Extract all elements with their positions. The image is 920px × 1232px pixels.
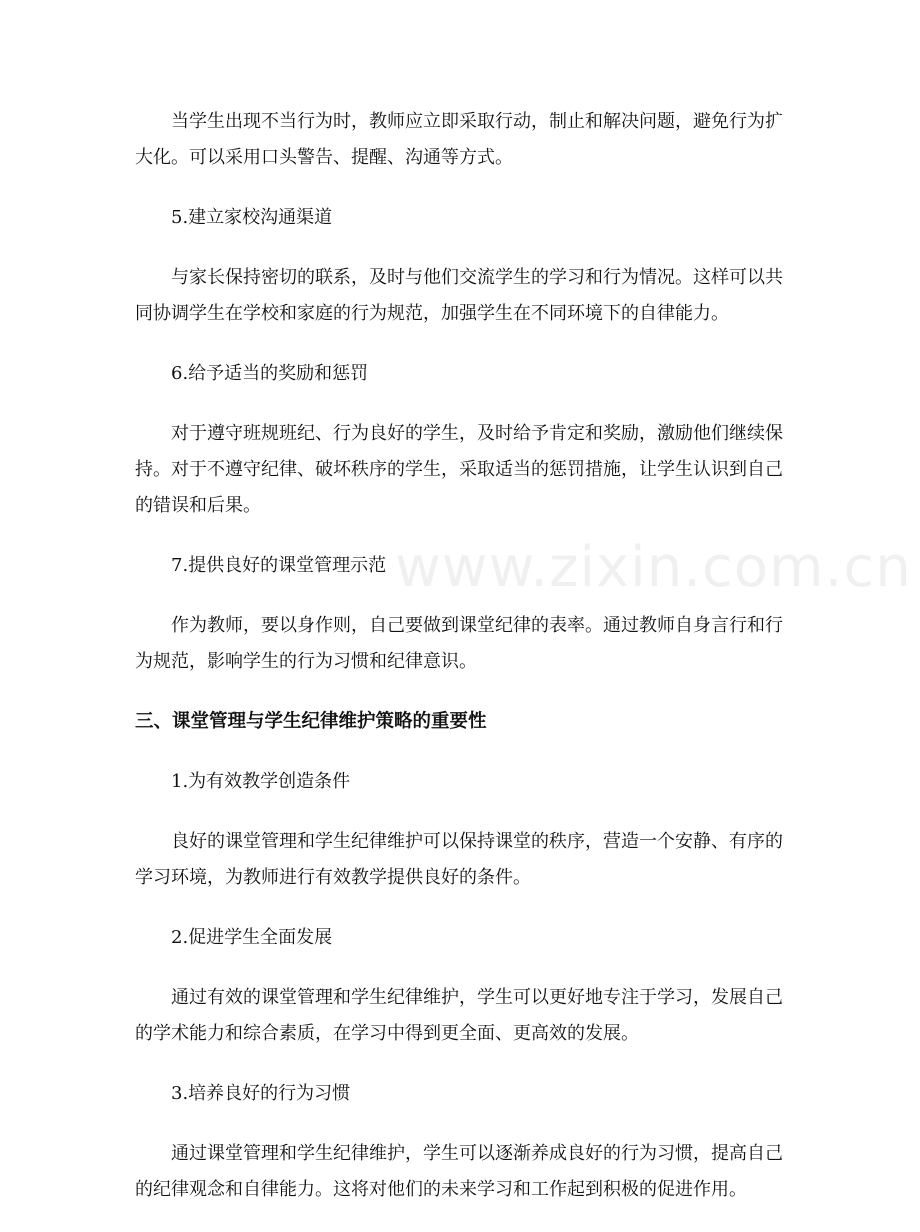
- item-7-heading: 7.提供良好的课堂管理示范: [171, 555, 387, 576]
- item-6-heading: 6.给予适当的奖励和惩罚: [171, 363, 369, 384]
- importance-3-heading: 3.培养良好的行为习惯: [171, 1083, 351, 1104]
- section-3-heading: 三、课堂管理与学生纪律维护策略的重要性: [135, 711, 487, 732]
- watermark: www.zixin.com.cn: [395, 535, 912, 600]
- document-body: [135, 104, 785, 1232]
- item-5-paragraph: 与家长保持密切的联系，及时与他们交流学生的学习和行为情况。这样可以共同协调学生在学校和家庭的行为规范，加强学生在不同环境下的自律能力。: [135, 267, 783, 324]
- importance-1-paragraph: 良好的课堂管理和学生纪律维护可以保持课堂的秩序，营造一个安静、有序的学习环境，为教师进行有效教学提供良好的条件。: [135, 831, 783, 888]
- importance-3-paragraph: 通过课堂管理和学生纪律维护，学生可以逐渐养成良好的行为习惯，提高自己的纪律观念和自律能力。这将对他们的未来学习和工作起到积极的促进作用。: [135, 1143, 783, 1200]
- intro-paragraph: 当学生出现不当行为时，教师应立即采取行动，制止和解决问题，避免行为扩大化。可以采用口头警告、提醒、沟通等方式。: [135, 111, 783, 168]
- importance-2-paragraph: 通过有效的课堂管理和学生纪律维护，学生可以更好地专注于学习，发展自己的学术能力和综合素质，在学习中得到更全面、更高效的发展。: [135, 987, 783, 1044]
- item-5-heading: 5.建立家校沟通渠道: [171, 207, 333, 228]
- item-7-paragraph: 作为教师，要以身作则，自己要做到课堂纪律的表率。通过教师自身言行和行为规范，影响学生的行为习惯和纪律意识。: [135, 615, 783, 672]
- item-6-paragraph: 对于遵守班规班纪、行为良好的学生，及时给予肯定和奖励，激励他们继续保持。对于不遵守纪律、破坏秩序的学生，采取适当的惩罚措施，让学生认识到自己的错误和后果。: [135, 423, 783, 516]
- importance-2-heading: 2.促进学生全面发展: [171, 927, 333, 948]
- importance-1-heading: 1.为有效教学创造条件: [171, 771, 351, 792]
